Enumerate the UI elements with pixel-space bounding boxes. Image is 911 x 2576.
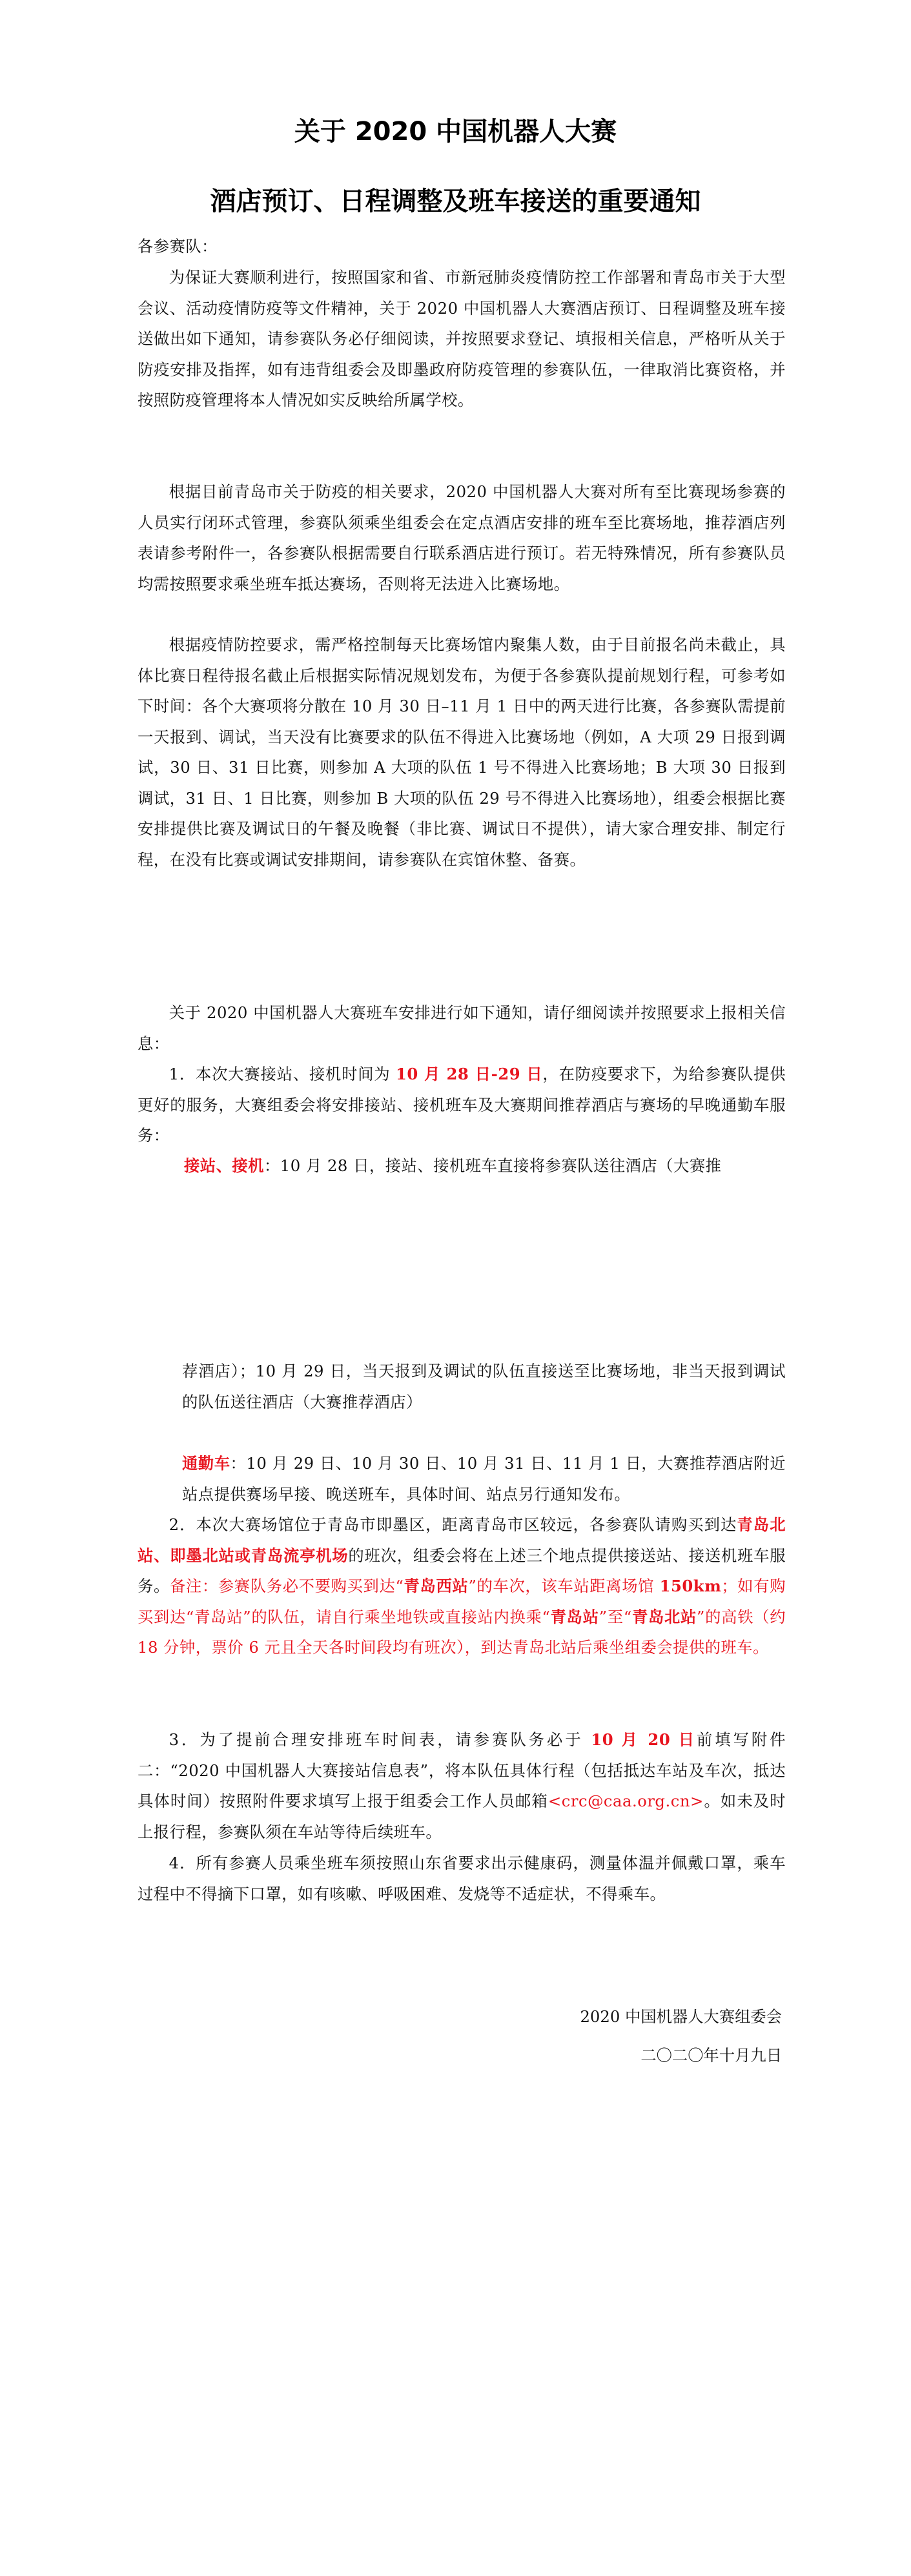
item-1-date: 10 月 28 日-29 日 — [396, 1065, 543, 1083]
item-2-text-1: 2．本次大赛场馆位于青岛市即墨区，距离青岛市区较远，各参赛队请购买到达 — [169, 1515, 737, 1534]
pickup-line — [138, 1150, 786, 1181]
item-3-date: 10 月 20 日 — [591, 1730, 697, 1749]
item-2-text-2: 的班次，组委会将在上述三个地点提供接送站、接送机班车服务。 — [138, 1546, 786, 1595]
item-3 — [138, 1724, 786, 1847]
item-4: 4．所有参赛人员乘坐班车须按照山东省要求出示健康码，测量体温并佩戴口罩，乘车过程中不得摘下口罩，如有咳嗽、呼吸困难、发烧等不适症状，不得乘车。 — [138, 1854, 786, 1903]
item-3-text-2: 前填写附件二：“2020 中国机器人大赛接站信息表”，将本队伍具体行程（包括抵达车站及车次，抵达具体时间）按照附件要求填写上报于组委会工作人员邮箱 — [138, 1730, 786, 1810]
shuttle-label: 通勤车 — [182, 1454, 230, 1473]
item-2 — [138, 1509, 786, 1663]
signature-org: 2020 中国机器人大赛组委会 — [580, 2007, 782, 2026]
item-2-note-qdz: 青岛站 — [550, 1607, 599, 1626]
item-2-note-5: ”的高铁（约 18 分钟，票价 6 元且全天各时间段均有班次），到达青岛北站后乘坐组委会提供的班车。 — [138, 1607, 786, 1657]
item-2-note-3: ；如有购买到达“青岛站”的队伍，请自行乘坐地铁或直接站内换乘“ — [138, 1577, 786, 1626]
item-1-suffix: ，在防疫要求下，为给参赛队提供更好的服务，大赛组委会将安排接站、接机班车及大赛期间推荐酒店与赛场的早晚通勤车服务： — [138, 1065, 786, 1145]
pickup-text-a: 10 月 28 日，接站、接机班车直接将参赛队送往酒店（大赛推 — [280, 1156, 722, 1175]
pickup-label: 接站、接机 — [184, 1156, 264, 1175]
salutation: 各参赛队： — [138, 237, 218, 256]
shuttle-text: 10 月 29 日、10 月 30 日、10 月 31 日、11 月 1 日，大赛推荐酒店附近站点提供赛场早接、晚送班车，具体时间、站点另行通知发布。 — [182, 1454, 786, 1504]
paragraph-purpose: 为保证大赛顺利进行，按照国家和省、市新冠肺炎疫情防控工作部署和青岛市关于大型会议、活动疫情防疫等文件精神，关于 2020 中国机器人大赛酒店预订、日程调整及班车接送做出如下通知，请参赛队务必仔细阅读，并按照要求登记、填报相关信息，严格听从关于防疫安排及指挥，如有违背组委会及即墨政府防疫管理的参赛队伍，一律取消比赛资格，并按照防疫管理将本人情况如实反映给所属学校。 — [138, 268, 786, 409]
item-2-note-west: 青岛西站 — [404, 1577, 469, 1595]
paragraph-schedule: 根据疫情防控要求，需严格控制每天比赛场馆内聚集人数，由于目前报名尚未截止，具体比赛日程待报名截止后根据实际情况规划发布，为便于各参赛队提前规划行程，可参考如下时间：各个大赛项将分散在 10 月 30 日–11 月 1 日中的两天进行比赛，各参赛队需提前一天报到、调试，当天没有比赛要求的队伍不得进入比赛场地（例如，A 大项 29 日报到调试，30 日、31 日比赛，则参加 A 大项的队伍 1 号不得进入比赛场地；B 大项 30 日报到调试，31 日、1 日比赛，则参加 B 大项的队伍 29 号不得进入比赛场地），组委会根据比赛安排提供比赛及调试日的午餐及晚餐（非比赛、调试日不提供），请大家合理安排、制定行程，在没有比赛或调试安排期间，请参赛队在宾馆休整、备赛。 — [138, 635, 786, 869]
signature-date: 二〇二〇年十月九日 — [640, 2046, 782, 2065]
title-line-2: 酒店预订、日程调整及班车接送的重要通知 — [210, 187, 701, 216]
item-2-stations: 青岛北站、即墨北站或青岛流亭机场 — [138, 1515, 786, 1565]
item-2-note-4: ”至“ — [599, 1607, 632, 1626]
pickup-text-continued: 荐酒店）；10 月 29 日，当天报到及调试的队伍直接送至比赛场地，非当天报到调试的队伍送往酒店（大赛推荐酒店） — [182, 1362, 786, 1411]
email-link[interactable]: <crc@caa.org.cn> — [548, 1792, 704, 1810]
paragraph-shuttle-intro: 关于 2020 中国机器人大赛班车安排进行如下通知，请仔细阅读并按照要求上报相关信息： — [138, 1003, 786, 1053]
title-line-1: 关于 2020 中国机器人大赛 — [294, 117, 617, 147]
paragraph-closed-loop: 根据目前青岛市关于防疫的相关要求，2020 中国机器人大赛对所有至比赛现场参赛的人员实行闭环式管理，参赛队须乘坐组委会在定点酒店安排的班车至比赛场地，推荐酒店列表请参考附件一，各参赛队根据需要自行联系酒店进行预订。若无特殊情况，所有参赛队员均需按照要求乘坐班车抵达赛场，否则将无法进入比赛场地。 — [138, 482, 786, 593]
item-1-prefix: 1．本次大赛接站、接机时间为 — [169, 1065, 396, 1083]
shuttle-line — [182, 1448, 786, 1509]
item-3-text-1: 3．为了提前合理安排班车时间表，请参赛队务必于 — [169, 1730, 591, 1749]
pickup-colon: ： — [263, 1156, 280, 1175]
item-2-note-distance: 150km — [659, 1577, 722, 1595]
item-2-note-qdbz: 青岛北站 — [631, 1607, 697, 1626]
shuttle-colon: ： — [230, 1454, 247, 1473]
item-1 — [138, 1059, 786, 1151]
item-3-text-3: 。如未及时上报行程，参赛队须在车站等待后续班车。 — [138, 1792, 786, 1841]
item-2-note-1: 备注：参赛队务必不要购买到达“ — [169, 1577, 404, 1595]
item-2-note-2: ”的车次，该车站距离场馆 — [468, 1577, 660, 1595]
